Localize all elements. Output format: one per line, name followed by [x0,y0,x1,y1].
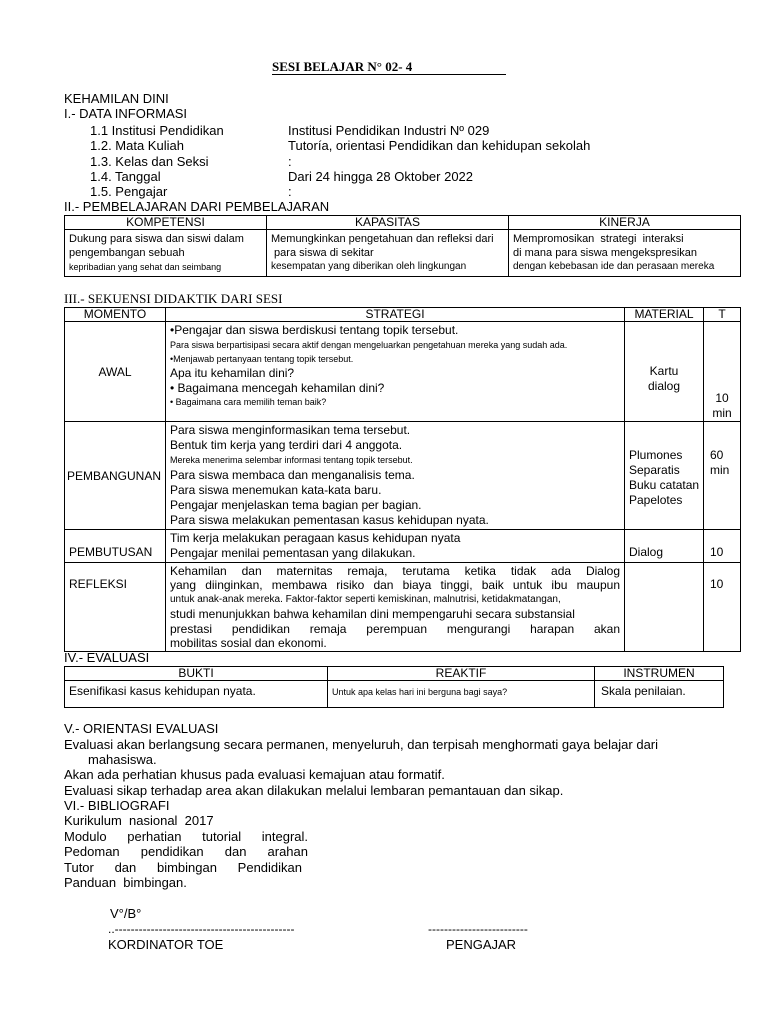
time-line: 10 [710,577,724,591]
momento-label: REFLEKSI [69,577,128,591]
strategy-line: Para siswa menginformasikan tema tersebut. [170,423,411,437]
cell-line: kesempatan yang diberikan oleh lingkungan [271,261,467,272]
strategy-line: Pengajar menjelaskan tema bagian per bagian. [170,498,422,512]
cell-text: Untuk apa kelas hari ini berguna bagi saya? [332,687,508,697]
info-label: 1.3. Kelas dan Seksi [90,154,209,169]
page-title [272,60,506,75]
table-row [65,681,724,708]
info-value: Dari 24 hingga 28 Oktober 2022 [288,169,474,184]
strategy-line: prestasi pendidikan remaja perempuan mengurangi harapan akan [170,622,620,636]
time-line: 10 [710,545,724,559]
strategy-line: • Bagaimana cara memilih teman baik? [170,397,327,407]
bukti-cell [65,681,328,708]
strategy-line: Tim kerja melakukan peragaan kasus kehidupan nyata [170,531,461,545]
kapasitas-cell [267,230,509,277]
momento-cell [65,322,166,422]
material-line: Plumones [629,448,683,462]
cell-text: Skala penilaian. [601,684,686,698]
material-cell [625,563,704,652]
header-kompetensi: KOMPETENSI [65,216,267,230]
header-reaktif: REAKTIF [328,667,595,681]
cell-line: Mempromosikan strategi interaksi [513,233,684,245]
section4-heading: IV.- EVALUASI [64,650,150,665]
teacher-label: PENGAJAR [446,937,517,952]
orientation-line: Evaluasi sikap terhadap area akan dilakukan melalui lembaran pemantauan dan sikap. [64,783,564,798]
kompetensi-cell [65,230,267,277]
material-line: Papelotes [629,493,683,507]
strategy-line: mobilitas sosial dan ekonomi. [170,636,327,650]
info-value: Institusi Pendidikan Industri Nº 029 [288,123,490,138]
strategi-cell [166,530,625,563]
section1-heading: I.- DATA INFORMASI [64,106,188,121]
header-kapasitas: KAPASITAS [267,216,509,230]
table-row-refleksi [65,563,741,652]
material-cell [625,530,704,563]
bibliography-item: Panduan bimbingan. [64,875,187,890]
time-cell [704,322,741,422]
momento-cell [65,563,166,652]
cell-line: kepribadian yang sehat dan seimbang [69,262,222,272]
reaktif-cell [328,681,595,708]
strategi-cell [166,563,625,652]
time-cell [704,530,741,563]
cell-line: pengembangan sebuah [69,247,185,259]
header-instrumen: INSTRUMEN [595,667,724,681]
strategy-line: •Pengajar dan siswa berdiskusi tentang topik tersebut. [170,323,459,337]
strategy-line: Para siswa berpartisipasi secara aktif dengan mengeluarkan pengetahuan mereka yang sudah ada. [170,340,568,350]
table-row-pembangunan [65,422,741,530]
time-line: 60 [710,448,724,462]
strategy-line: Pengajar menilai pementasan yang dilakukan. [170,546,416,560]
momento-cell [65,530,166,563]
strategy-line: Apa itu kehamilan dini? [170,366,295,380]
kinerja-cell [509,230,741,277]
header-strategi: STRATEGI [166,308,625,322]
strategy-line: Para siswa melakukan pementasan kasus kehidupan nyata. [170,513,489,527]
strategy-line: studi menunjukkan bahwa kehamilan dini mempengaruhi secara substansial [170,607,575,621]
strategi-cell [166,422,625,530]
info-label: 1.1 Institusi Pendidikan [90,123,224,138]
strategy-line: Para siswa menemukan kata-kata baru. [170,483,382,497]
cell-line: Dukung para siswa dan siswi dalam [69,233,244,245]
material-line: Separatis [629,463,680,477]
subject-heading: KEHAMILAN DINI [64,91,169,106]
time-line: min [712,406,732,420]
info-value: : [288,154,292,169]
header-kinerja: KINERJA [509,216,741,230]
bibliography-item: Modulo perhatian tutorial integral. [64,829,308,844]
cell-line: Memungkinkan pengetahuan dan refleksi dari [271,233,494,245]
strategy-line: Mereka menerima selembar informasi tentang topik tersebut. [170,455,413,465]
table-row-pembutusan [65,530,741,563]
section6-heading: VI.- BIBLIOGRAFI [64,798,170,813]
strategy-line: yang diinginkan, membawa risiko dan biaya tinggi, baik untuk ibu maupun [170,578,620,592]
evaluation-table [64,666,724,708]
header-time: T [704,308,741,322]
momento-label: PEMBANGUNAN [67,468,162,483]
signature-line-teacher: ------------------------- [428,922,528,936]
page-title-text: SESI BELAJAR N° 02- 4 [272,59,413,74]
info-value: : [288,184,292,199]
strategy-line: • Bagaimana mencegah kehamilan dini? [170,381,385,395]
material-line: Kartu [649,364,679,378]
table-row [65,230,741,277]
cell-line: di mana para siswa mengekspresikan [513,247,698,259]
momento-label: AWAL [98,364,132,379]
momento-cell [65,422,166,530]
time-line: 10 [715,391,729,405]
cell-line: dengan kebebasan ide dan perasaan mereka [513,261,715,272]
signature-line-coordinator: ..--------------------------------------------- [108,922,295,936]
orientation-line: mahasiswa. [88,752,157,767]
strategy-line: Para siswa membaca dan menganalisis tema. [170,468,415,482]
info-label: 1.4. Tanggal [90,169,161,184]
material-line: Dialog [629,545,664,559]
section3-heading: III.- SEKUENSI DIDAKTIK DARI SESI [64,291,283,306]
material-line: Buku catatan [629,478,700,492]
material-line: dialog [647,379,681,393]
bibliography-item: Pedoman pendidikan dan arahan [64,844,308,859]
table-header-row [65,667,724,681]
orientation-line: Akan ada perhatian khusus pada evaluasi kemajuan atau formatif. [64,767,445,782]
time-line: min [710,463,730,477]
strategy-line: Kehamilan dan maternitas remaja, terutama ketika tidak ada Dialog [170,564,620,578]
header-momento: MOMENTO [65,308,166,322]
bibliography-item: Kurikulum nasional 2017 [64,813,214,828]
header-material: MATERIAL [625,308,704,322]
time-cell [704,422,741,530]
info-value: Tutoría, orientasi Pendidikan dan kehidupan sekolah [288,138,591,153]
competency-table [64,215,741,277]
section5-heading: V.- ORIENTASI EVALUASI [64,721,219,736]
strategi-cell [166,322,625,422]
header-bukti: BUKTI [65,667,328,681]
section2-heading: II.- PEMBELAJARAN DARI PEMBELAJARAN [64,199,330,214]
material-cell [625,322,704,422]
bibliography-item: Tutor dan bimbingan Pendidikan [64,860,302,875]
sequence-table [64,307,741,652]
table-row-awal [65,322,741,422]
info-label: 1.5. Pengajar [90,184,168,199]
orientation-line: Evaluasi akan berlangsung secara permanen, menyeluruh, dan terpisah menghormati gaya belajar dari [64,737,659,752]
time-cell [704,563,741,652]
strategy-line: •Menjawab pertanyaan tentang topik tersebut. [170,354,354,364]
strategy-line: Bentuk tim kerja yang terdiri dari 4 anggota. [170,438,403,452]
instrumen-cell [595,681,724,708]
material-cell [625,422,704,530]
cell-text: Esenifikasi kasus kehidupan nyata. [69,684,256,698]
cell-line: para siswa di sekitar [271,247,374,259]
approval-mark: V°/B° [110,906,142,921]
table-header-row [65,216,741,230]
coordinator-label: KORDINATOR TOE [108,937,224,952]
table-header-row [65,308,741,322]
strategy-line: untuk anak-anak mereka. Faktor-faktor seperti kemiskinan, malnutrisi, ketidakmatangan, [170,594,561,605]
momento-label: PEMBUTUSAN [69,545,153,559]
info-label: 1.2. Mata Kuliah [90,138,184,153]
